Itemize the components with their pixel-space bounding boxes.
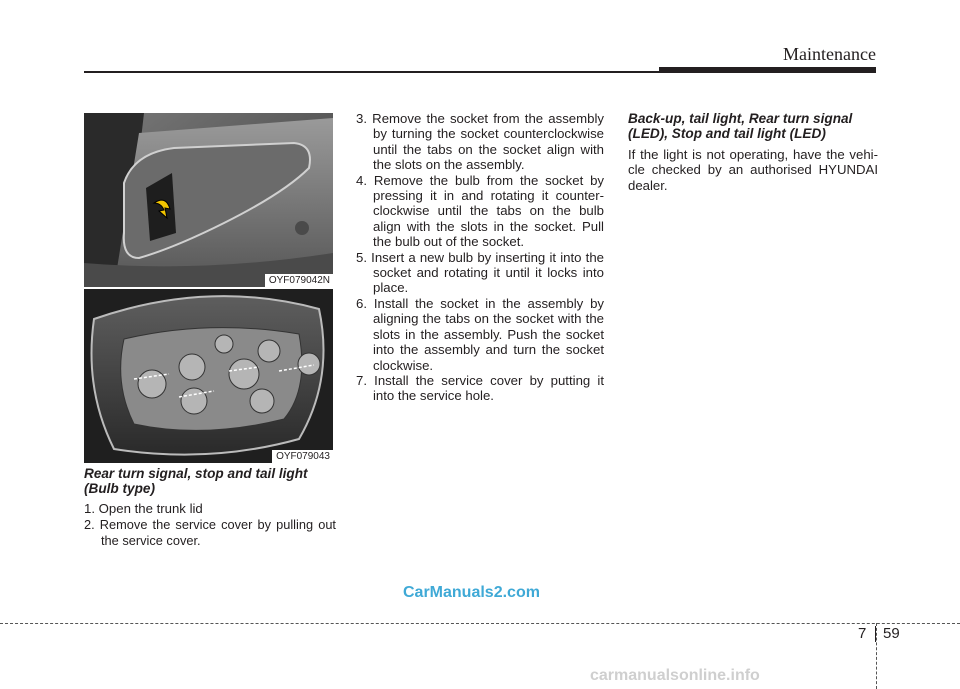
trunk-cover-figure — [84, 113, 333, 287]
column-1-text — [84, 466, 336, 548]
instruction-step: 4. Remove the bulb from the socket by pressing it in and rotating it counter-clockwise until the tabs on the bulb align with the slots in the socket. Pull the bulb out of the socket. — [356, 172, 604, 250]
column-2-text — [356, 111, 604, 404]
section-heading: Rear turn signal, stop and tail light (Bulb type) — [84, 466, 308, 496]
figure-code-label: OYF079042N — [265, 274, 333, 287]
section-heading: Back-up, tail light, Rear turn signal (LED), Stop and tail light (LED) — [628, 111, 853, 141]
instruction-step: 7. Install the service cover by putting it into the service hole. — [356, 372, 604, 404]
figure-code-label: OYF079043 — [272, 450, 333, 463]
section-number: 7 — [858, 625, 867, 642]
lamp-assembly-figure — [84, 289, 333, 463]
header-rule-thick — [659, 67, 876, 73]
page-header-title: Maintenance — [783, 44, 876, 64]
footer-watermark: carmanualsonline.info — [590, 667, 760, 684]
page-separator — [875, 626, 876, 642]
header-rule-thin — [84, 71, 659, 73]
footer-dashed-line — [0, 623, 960, 624]
instruction-step: 2. Remove the service cover by pulling out the service cover. — [84, 517, 336, 548]
page-number: 59 — [883, 625, 900, 642]
column-3-text — [628, 111, 878, 193]
instruction-step: 3. Remove the socket from the assembly by turning the socket counterclockwise until the tabs on the socket align with the slots on the assembly. — [356, 111, 604, 173]
watermark-link[interactable]: CarManuals2.com — [403, 584, 540, 601]
instruction-step: 5. Insert a new bulb by inserting it into the socket and rotating it until it locks into place. — [356, 249, 604, 296]
body-paragraph: If the light is not operating, have the vehi-cle checked by an authorised HYUNDAI dealer. — [628, 147, 878, 193]
instruction-step: 1. Open the trunk lid — [84, 501, 203, 516]
instruction-step: 6. Install the socket in the assembly by aligning the tabs on the socket with the slots in the assembly. Push the socket into the assembly and turn the socket clockwise. — [356, 295, 604, 373]
footer-dashed-divider — [876, 623, 877, 689]
